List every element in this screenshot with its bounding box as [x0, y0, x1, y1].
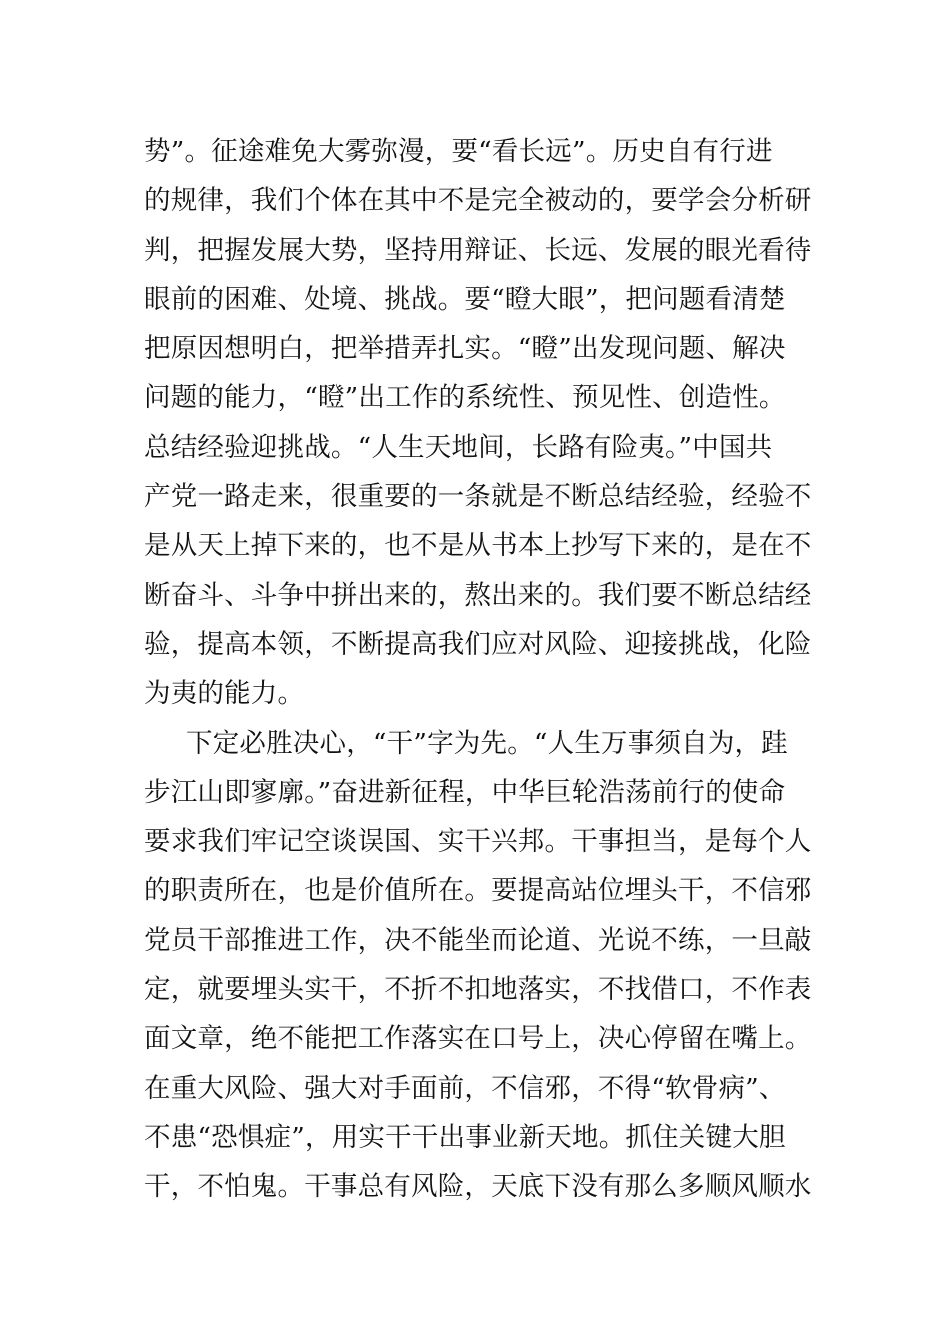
- text-line-14: 步江山即寥廓。”奋进新征程，中华巨轮浩荡前行的使命: [144, 776, 786, 808]
- text-line-5: 把原因想明白，把举措弄扎实。“瞪”出发现问题、解决: [144, 333, 786, 365]
- text-line-16: 的职责所在，也是价值所在。要提高站位埋头干，不信邪: [144, 875, 812, 907]
- text-line-8: 产党一路走来，很重要的一条就是不断总结经验，经验不: [144, 481, 812, 513]
- text-line-22: 干，不怕鬼。干事总有风险，天底下没有那么多顺风顺水: [144, 1171, 812, 1203]
- text-line-20: 在重大风险、强大对手面前，不信邪，不得“软骨病”、: [144, 1072, 786, 1104]
- text-line-3: 判，把握发展大势，坚持用辩证、长远、发展的眼光看待: [144, 234, 812, 266]
- text-line-12: 为夷的能力。: [144, 678, 305, 710]
- text-line-13: 下定必胜决心，“干”字为先。“人生万事须自为，跬: [186, 727, 788, 759]
- text-line-7: 总结经验迎挑战。“人生天地间，长路有险夷。”中国共: [144, 431, 773, 463]
- text-line-15: 要求我们牢记空谈误国、实干兴邦。干事担当，是每个人: [144, 826, 812, 858]
- text-line-1: 势”。征途难免大雾弥漫，要“看长远”。历史自有行进: [144, 136, 773, 167]
- text-line-11: 验，提高本领，不断提高我们应对风险、迎接挑战，化险: [144, 628, 812, 660]
- text-line-10: 断奋斗、斗争中拼出来的，熬出来的。我们要不断总结经: [144, 579, 812, 611]
- text-line-17: 党员干部推进工作，决不能坐而论道、光说不练，一旦敲: [144, 924, 812, 956]
- text-line-19: 面文章，绝不能把工作落实在口号上，决心停留在嘴上。: [144, 1023, 812, 1055]
- text-line-6: 问题的能力，“瞪”出工作的系统性、预见性、创造性。: [144, 382, 786, 414]
- body-text: [144, 127, 814, 1212]
- text-line-4: 眼前的困难、处境、挑战。要“瞪大眼”，把问题看清楚: [144, 283, 786, 315]
- text-line-9: 是从天上掉下来的，也不是从书本上抄写下来的，是在不: [144, 530, 812, 562]
- text-line-18: 定，就要埋头实干，不折不扣地落实，不找借口，不作表: [144, 974, 812, 1006]
- text-line-2: 的规律，我们个体在其中不是完全被动的，要学会分析研: [144, 185, 812, 217]
- text-line-21: 不患“恐惧症”，用实干干出事业新天地。抓住关键大胆: [144, 1121, 786, 1153]
